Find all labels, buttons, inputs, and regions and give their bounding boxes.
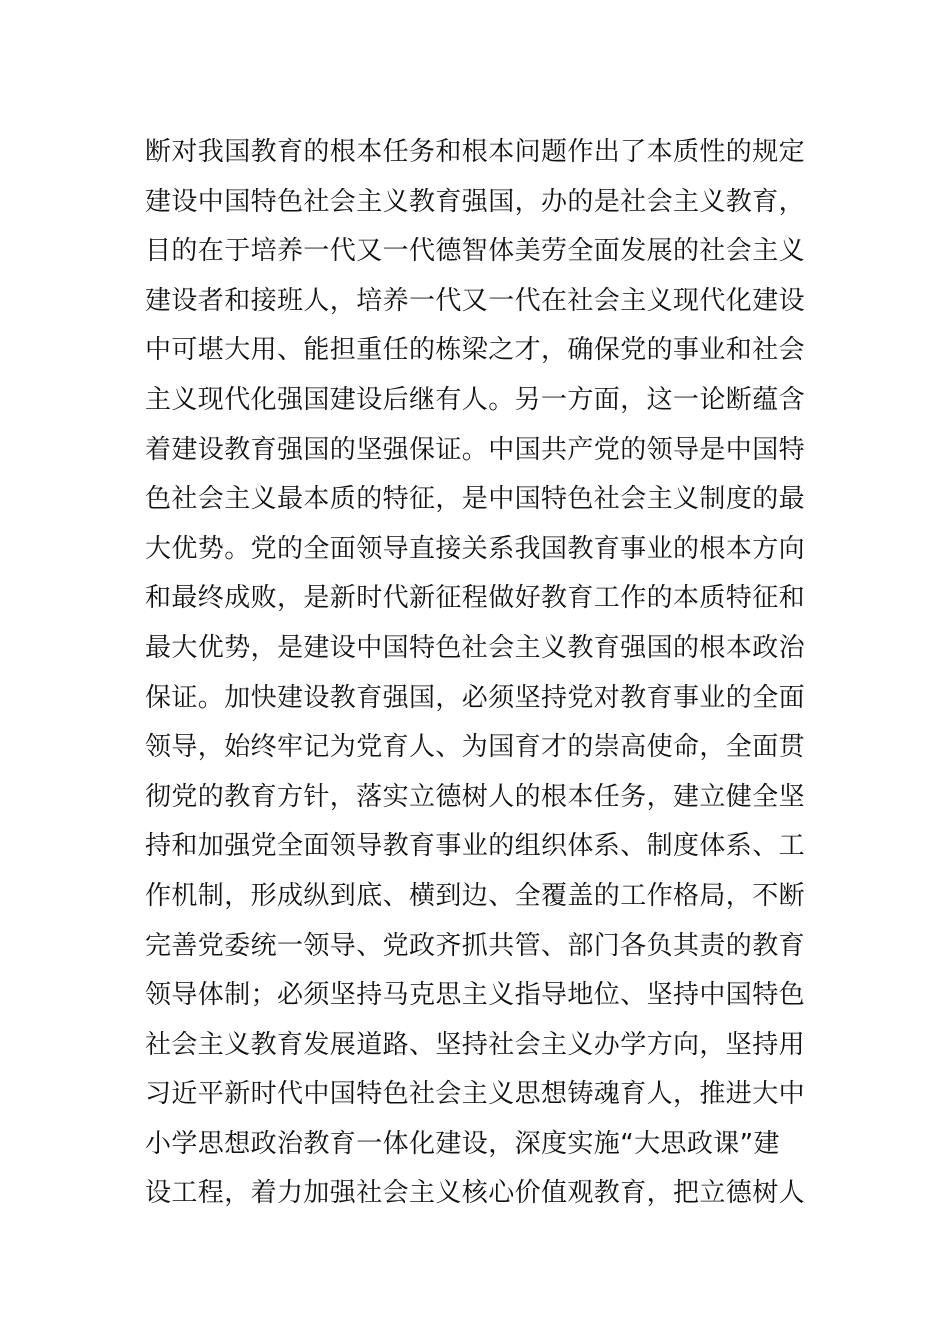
text-line: 设工程，着力加强社会主义核心价值观教育，把立德树人 [145, 1178, 806, 1209]
text-line: 领导，始终牢记为党育人、为国育才的崇高使命，全面贯 [145, 732, 806, 763]
text-line: 主义现代化强国建设后继有人。另一方面，这一论断蕴含 [145, 384, 806, 415]
text-line: 中可堪大用、能担重任的栋梁之才，确保党的事业和社会 [145, 335, 806, 366]
text-line: 完善党委统一领导、党政齐抓共管、部门各负其责的教育 [145, 930, 806, 961]
text-line: 保证。加快建设教育强国，必须坚持党对教育事业的全面 [145, 682, 806, 713]
text-line: 社会主义教育发展道路、坚持社会主义办学方向，坚持用 [145, 1029, 806, 1060]
text-line: 和最终成败，是新时代新征程做好教育工作的本质特征和 [145, 583, 806, 614]
text-line: 小学思想政治教育一体化建设，深度实施“大思政课”建 [145, 1128, 780, 1159]
text-line: 持和加强党全面领导教育事业的组织体系、制度体系、工 [145, 831, 806, 862]
text-line: 断对我国教育的根本任务和根本问题作出了本质性的规定 [145, 137, 806, 167]
text-line: 着建设教育强国的坚强保证。中国共产党的领导是中国特 [145, 434, 806, 465]
body-paragraph [145, 128, 815, 1219]
text-line: 习近平新时代中国特色社会主义思想铸魂育人，推进大中 [145, 1079, 806, 1110]
text-line: 建设中国特色社会主义教育强国，办的是社会主义教育， [145, 186, 806, 217]
text-line: 彻党的教育方针，落实立德树人的根本任务，建立健全坚 [145, 781, 806, 812]
text-line: 领导体制；必须坚持马克思主义指导地位、坚持中国特色 [145, 980, 806, 1011]
text-line: 目的在于培养一代又一代德智体美劳全面发展的社会主义 [145, 236, 806, 267]
text-line: 最大优势，是建设中国特色社会主义教育强国的根本政治 [145, 632, 806, 663]
text-line: 色社会主义最本质的特征，是中国特色社会主义制度的最 [145, 484, 806, 515]
text-line: 建设者和接班人，培养一代又一代在社会主义现代化建设 [145, 285, 806, 316]
text-line: 大优势。党的全面领导直接关系我国教育事业的根本方向 [145, 533, 806, 564]
text-line: 作机制，形成纵到底、横到边、全覆盖的工作格局，不断 [145, 880, 806, 911]
